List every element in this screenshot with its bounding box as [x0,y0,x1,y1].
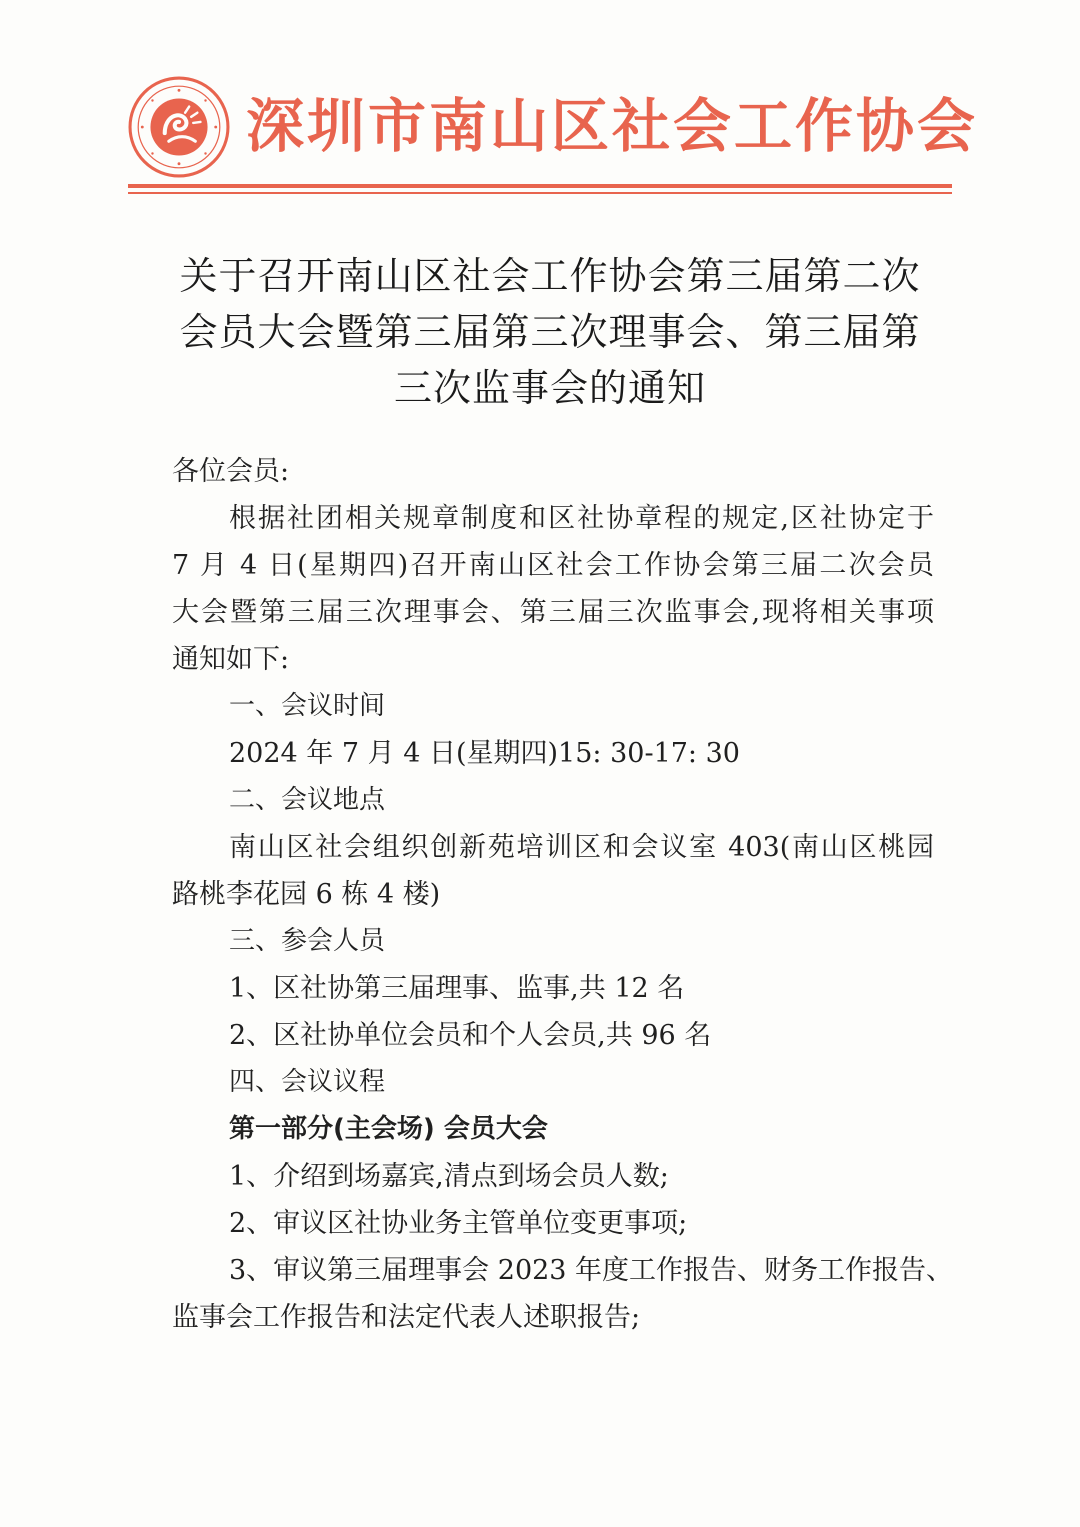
title-line-3: 三次监事会的通知 [393,366,706,410]
agenda-item-continued: 监事会工作报告和法定代表人述职报告; [172,1302,641,1333]
meeting-time: 2024 年 7 月 4 日(星期四)15: 30-17: 30 [229,738,740,769]
intro-line-1: 根据社团相关规章制度和区社协章程的规定,区社协定于 [229,503,934,534]
section-heading-attendees: 三、参会人员 [229,926,386,956]
section-heading-time: 一、会议时间 [229,691,386,721]
agenda-item: 3、审议第三届理事会 2023 年度工作报告、财务工作报告、 [229,1255,954,1286]
intro-line-4: 通知如下: [172,644,290,675]
agenda-item: 2、审议区社协业务主管单位变更事项; [229,1208,688,1239]
intro-line-3: 大会暨第三届三次理事会、第三届三次监事会,现将相关事项 [172,597,934,628]
intro-line-2: 7 月 4 日(星期四)召开南山区社会工作协会第三届二次会员 [172,550,934,581]
title-line-2: 会员大会暨第三届第三次理事会、第三届第 [179,310,921,354]
meeting-place-line-2: 路桃李花园 6 栋 4 楼) [172,879,441,910]
agenda-part-heading: 第一部分(主会场) 会员大会 [229,1114,548,1144]
agenda-item: 1、介绍到场嘉宾,清点到场会员人数; [229,1161,669,1192]
section-heading-agenda: 四、会议议程 [229,1067,386,1097]
association-seal-logo [128,76,230,178]
section-heading-place: 二、会议地点 [229,785,386,815]
salutation: 各位会员: [172,456,290,487]
notice-title [150,248,950,416]
meeting-place-line-1: 南山区社会组织创新苑培训区和会议室 403(南山区桃园 [229,832,934,863]
organization-name: 深圳市南山区社会工作协会 [246,92,979,160]
title-line-1: 关于召开南山区社会工作协会第三届第二次 [179,254,921,298]
notice-body [172,448,954,1341]
letterhead-rule-thick [128,184,952,188]
attendee-item: 2、区社协单位会员和个人会员,共 96 名 [229,1020,712,1051]
attendee-item: 1、区社协第三届理事、监事,共 12 名 [229,973,685,1004]
letterhead [128,74,979,204]
letterhead-rule-thin [128,192,952,194]
